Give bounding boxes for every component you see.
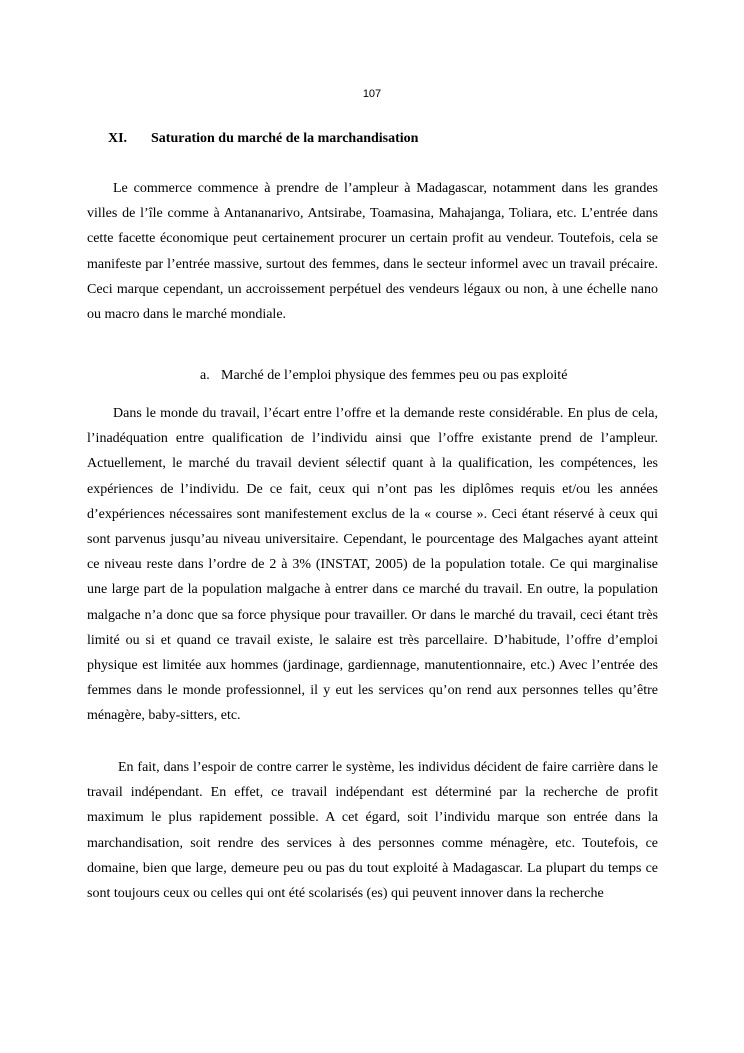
subsection-title: Marché de l’emploi physique des femmes peu ou pas exploité (221, 368, 568, 383)
subsection-letter: a. (200, 368, 210, 383)
paragraph-2: Dans le monde du travail, l’écart entre l’offre et la demande reste considérable. En plus de cela, l’inadéquation entre qualification de l’individu ainsi que l’offre existante prend de l’ampleur. Actuellement, le marché du travail devient sélectif quant à la qualification, les compétences, les expériences de l’individu. De ce fait, ceux qui n’ont pas les diplômes requis et/ou les années d’expériences nécessaires sont manifestement exclus de la « course ». Ceci étant réservé à ceux qui sont parvenus jusqu’au niveau universitaire. Cependant, le pourcentage des Malgaches ayant atteint ce niveau reste dans l’ordre de 2 à 3% (INSTAT, 2005) de la population totale. Ce qui marginalise une large part de la population malgache à entrer dans ce marché du travail. En outre, la population malgache n’a donc que sa force physique pour travailler. Or dans le marché du travail, ceci étant très limité ou si et quand ce travail existe, le salaire est très parcellaire. D’habitude, l’offre d’emploi physique est limitée aux hommes (jardinage, gardiennage, manutentionnaire, etc.) Avec l’entrée des femmes dans le monde professionnel, il y eut les services qu’on rend aux personnes telles qu’être ménagère, baby-sitters, etc. (87, 406, 658, 724)
page-number: 107 (362, 88, 382, 100)
section-title: Saturation du marché de la marchandisation (151, 131, 419, 146)
paragraph-1: Le commerce commence à prendre de l’ampleur à Madagascar, notamment dans les grandes villes de l’île comme à Antananarivo, Antsirabe, Toamasina, Mahajanga, Toliara, etc. L’entrée dans cette facette économique peut certainement procurer un certain profit au vendeur. Toutefois, cela se manifeste par l’entrée massive, surtout des femmes, dans le secteur informel avec un travail précaire. Ceci marque cependant, un accroissement perpétuel des vendeurs légaux ou non, à une échelle nano ou macro dans le marché mondiale. (87, 181, 658, 323)
section-heading (108, 131, 418, 147)
subsection-heading (200, 368, 567, 384)
section-numeral: XI. (108, 131, 128, 146)
paragraph-3: En fait, dans l’espoir de contre carrer le système, les individus décident de faire carrière dans le travail indépendant. En effet, ce travail indépendant est déterminé par la recherche de profit maximum le plus rapidement possible. A cet égard, soit l’individu marque son entrée dans la marchandisation, soit rendre des services à des personnes comme ménagère, etc. Toutefois, ce domaine, bien que large, demeure peu ou pas du tout exploité à Madagascar. La plupart du temps ce sont toujours ceux ou celles qui ont été scolarisés (es) qui peuvent innover dans la recherche (87, 760, 658, 902)
